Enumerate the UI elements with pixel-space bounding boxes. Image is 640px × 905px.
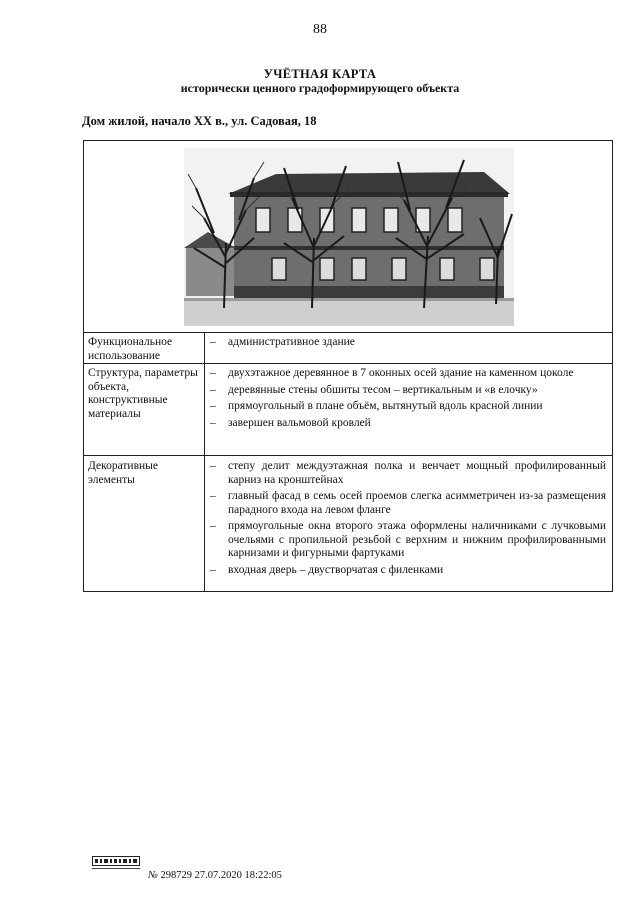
card-title: УЧЁТНАЯ КАРТА xyxy=(263,67,377,81)
list-item: – завершен вальмовой кровлей xyxy=(210,416,371,429)
row-items xyxy=(210,336,606,353)
row-items xyxy=(210,367,606,433)
stamp-number-prefix: № xyxy=(148,870,158,881)
list-item: – административное здание xyxy=(210,336,355,348)
document-stamp-logo xyxy=(92,852,140,872)
bullet-dash: – xyxy=(210,383,216,396)
list-item: – степу делит междуэтажная полка и венчает мощный профилированный карниз на кронштейнах xyxy=(210,460,606,486)
bullet-dash: – xyxy=(210,416,216,429)
row-label: Структура, параметры объекта, конструктивные материалы xyxy=(88,367,198,420)
building-photo xyxy=(184,148,514,326)
bullet-dash: – xyxy=(210,520,216,532)
record-card-table xyxy=(83,140,613,592)
row-decorative xyxy=(84,456,612,592)
photo-cell xyxy=(84,141,612,333)
row-functional-use xyxy=(84,333,612,364)
row-items xyxy=(210,460,606,580)
stamp-number: 298729 xyxy=(160,870,193,881)
bullet-dash: – xyxy=(210,460,216,472)
bullet-dash: – xyxy=(210,490,216,502)
list-item: – двухэтажное деревянное в 7 оконных осей здание на каменном цоколе xyxy=(210,367,574,379)
list-item: – деревянные стены обшиты тесом – вертикальным и «в елочку» xyxy=(210,383,538,396)
row-label: Декоративные элементы xyxy=(88,460,158,486)
list-item: – входная дверь – двустворчатая с филенками xyxy=(210,563,444,576)
object-heading: Дом жилой, начало XX в., ул. Садовая, 18 xyxy=(82,114,317,128)
bullet-dash: – xyxy=(210,400,216,412)
bullet-dash: – xyxy=(210,336,216,348)
document-stamp xyxy=(148,870,282,881)
list-item: – прямоугольный в плане объём, вытянутый вдоль красной линии xyxy=(210,400,543,412)
page-number: 88 xyxy=(313,22,327,37)
bullet-dash: – xyxy=(210,563,216,576)
row-structure xyxy=(84,364,612,456)
bullet-dash: – xyxy=(210,367,216,379)
list-item: – главный фасад в семь осей проемов слегка асимметричен из-за размещения парадного входа на левом фланге xyxy=(210,490,606,516)
list-item: – прямоугольные окна второго этажа оформлены наличниками с лучковыми очельями с пропильной резьбой с верхним и нижним профилированными карнизами и фигурными фартуками xyxy=(210,520,606,559)
card-subtitle: исторически ценного градоформирующего объекта xyxy=(180,81,460,95)
row-label: Функциональное использование xyxy=(88,336,173,362)
stamp-datetime: 27.07.2020 18:22:05 xyxy=(194,870,282,881)
